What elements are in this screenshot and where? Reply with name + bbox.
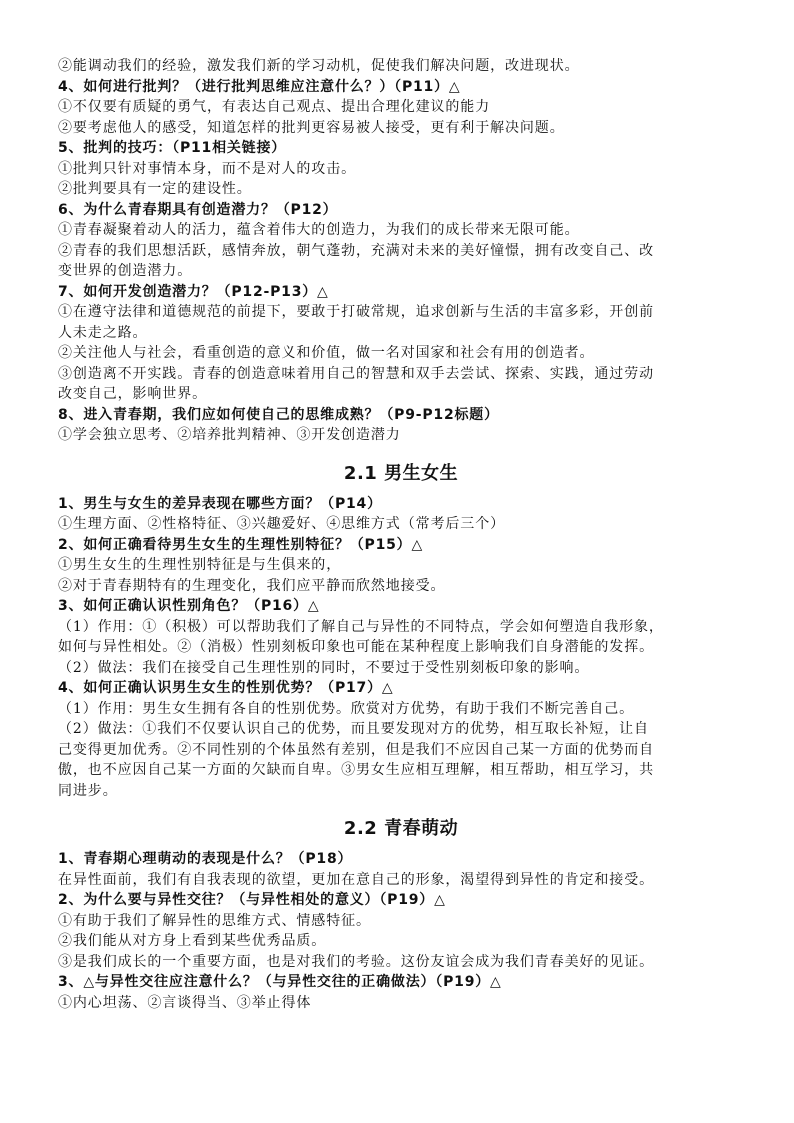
question-heading: 1、男生与女生的差异表现在哪些方面？（P14） (58, 495, 382, 512)
section-title-2-2: 2.2 青春萌动 (343, 818, 459, 839)
answer-line: 如何与异性相处。②（消极）性别刻板印象也可能在某种程度上影响我们自身潜能的发挥。 (58, 639, 654, 655)
question-heading: 3、△与异性交往应注意什么？（与异性交往的正确做法）（P19）△ (58, 974, 502, 990)
answer-line: （2）做法：①我们不仅要认识自己的优势，而且要发现对方的优势，相互取长补短，让自 (58, 721, 649, 737)
answer-line: ①男生女生的生理性别特征是与生俱来的， (58, 557, 342, 573)
answer-line: ①在遵守法律和道德规范的前提下，要敢于打破常规，追求创新与生活的丰富多彩，开创前 (58, 304, 654, 320)
answer-line: （2）做法：我们在接受自己生理性别的同时，不要过于受性别刻板印象的影响。 (58, 659, 590, 676)
question-heading: 6、为什么青春期具有创造潜力？（P12） (58, 201, 338, 218)
answer-line: （1）作用：①（积极）可以帮助我们了解自己与异性的不同特点，学会如何塑造自我形象， (58, 618, 664, 635)
answer-line: （1）作用：男生女生拥有各自的性别优势。欣赏对方优势，有助于我们不断完善自己。 (58, 700, 635, 717)
answer-line: 己变得更加优秀。②不同性别的个体虽然有差别，但是我们不应因自己某一方面的优势而自 (58, 741, 654, 758)
question-heading: 2、如何正确看待男生女生的生理性别特征？（P15）△ (58, 536, 424, 553)
answer-line: ①青春凝聚着动人的活力，蕴含着伟大的创造力，为我们的成长带来无限可能。 (58, 222, 580, 238)
answer-line: 傲，也不应因自己某一方面的欠缺而自卑。③男女生应相互理解，相互帮助，相互学习，共 (58, 762, 654, 778)
answer-line: ①有助于我们了解异性的思维方式、情感特征。 (58, 912, 371, 929)
answer-line: ②对于青春期特有的生理变化，我们应平静而欣然地接受。 (58, 577, 446, 594)
section-title-2-1: 2.1 男生女生 (343, 462, 459, 484)
question-heading: 4、如何进行批判？（进行批判思维应注意什么？）（P11）△ (58, 78, 461, 95)
answer-line: ①生理方面、②性格特征、③兴趣爱好、④思维方式（常考后三个） (58, 516, 505, 532)
question-heading: 7、如何开发创造潜力？（P12-P13）△ (58, 283, 329, 300)
answer-line: ②青春的我们思想活跃，感情奔放，朝气蓬勃，充满对未来的美好憧憬，拥有改变自己、改 (58, 242, 654, 259)
answer-line: ②要考虑他人的感受，知道怎样的批判更容易被人接受，更有利于解决问题。 (58, 119, 565, 136)
answer-line: ②批判要具有一定的建设性。 (58, 181, 252, 197)
answer-line: ①内心坦荡、②言谈得当、③举止得体 (58, 994, 312, 1011)
answer-line: ③创造离不开实践。青春的创造意味着用自己的智慧和双手去尝试、探索、实践，通过劳动 (58, 365, 654, 382)
answer-line: ①不仅要有质疑的勇气，有表达自己观点、提出合理化建议的能力 (58, 99, 491, 115)
answer-line: ①批判只针对事情本身，而不是对人的攻击。 (58, 160, 356, 177)
question-heading: 5、批判的技巧：（P11相关链接） (58, 140, 287, 156)
answer-line: ②我们能从对方身上看到某些优秀品质。 (58, 933, 327, 949)
part-youth-emotions (58, 849, 744, 1013)
answer-line: ③是我们成长的一个重要方面，也是对我们的考验。这份友谊会成为我们青春美好的见证。 (58, 953, 654, 970)
part-boys-girls (58, 494, 744, 802)
document-page (58, 56, 744, 1013)
question-heading: 4、如何正确认识男生女生的性别优势？（P17）△ (58, 680, 394, 696)
part-thinking-maturity (58, 56, 744, 446)
answer-line: 同进步。 (58, 782, 118, 799)
answer-line: 变世界的创造潜力。 (58, 263, 193, 279)
question-heading: 8、进入青春期，我们应如何使自己的思维成熟？（P9-P12标题） (58, 406, 499, 423)
answer-line: ②能调动我们的经验，激发我们新的学习动机，促使我们解决问题，改进现状。 (58, 58, 580, 74)
answer-line: 改变自己，影响世界。 (58, 386, 207, 402)
answer-line: 在异性面前，我们有自我表现的欲望，更加在意自己的形象，渴望得到异性的肯定和接受。 (58, 871, 654, 888)
answer-line: 人未走之路。 (58, 324, 148, 341)
question-heading: 2、为什么要与异性交往？（与异性相处的意义）（P19）△ (58, 892, 446, 908)
question-heading: 1、青春期心理萌动的表现是什么？（P18） (58, 851, 353, 867)
answer-line: ②关注他人与社会，看重创造的意义和价值，做一名对国家和社会有用的创造者。 (58, 345, 595, 361)
answer-line: ①学会独立思考、②培养批判精神、③开发创造潜力 (58, 427, 401, 443)
question-heading: 3、如何正确认识性别角色？（P16）△ (58, 598, 320, 614)
